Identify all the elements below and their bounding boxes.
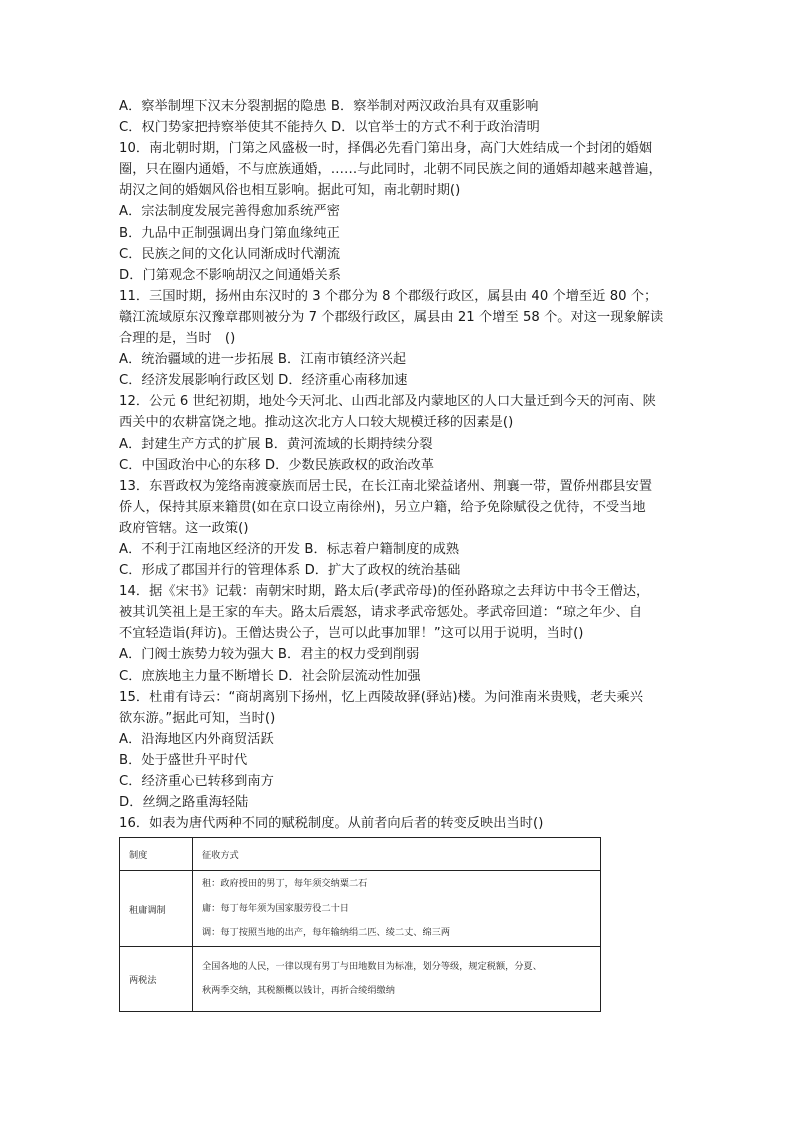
text-line: 14．据《宋书》记载：南朝宋时期，路太后(孝武帝母)的侄孙路琼之去拜访中书令王僧达， bbox=[119, 584, 650, 600]
text-line: D．丝绸之路重海轻陆 bbox=[119, 795, 249, 811]
text-line: 11．三国时期，扬州由东汉时的 3 个郡分为 8 个郡级行政区，属县由 40 个增至近 80 个； bbox=[119, 288, 658, 304]
text-line: 政府管辖。这一政策() bbox=[119, 520, 249, 536]
text-line: C．经济重心已转移到南方 bbox=[119, 774, 274, 789]
text-line: 圈，只在圈内通婚，不与庶族通婚，……与此同时，北朝不同民族之间的通婚却越来越普遍， bbox=[119, 162, 662, 178]
text-line: A．宗法制度发展完善得愈加系统严密 bbox=[119, 204, 340, 220]
text-line: 合理的是，当时 () bbox=[119, 331, 236, 347]
text-line: B．九品中正制强调出身门第血缘纯正 bbox=[119, 225, 340, 241]
method-line: 庸：每丁每年须为国家服劳役二十日 bbox=[202, 902, 349, 914]
text-line: D．门第观念不影响胡汉之间通婚关系 bbox=[119, 267, 342, 283]
text-line: 不宜轻造诣(拜访)。王僧达贵公子，岂可以此事加罪！”这可以用于说明，当时() bbox=[119, 626, 584, 642]
text-line: B．处于盛世升平时代 bbox=[119, 752, 248, 768]
text-line: A．沿海地区内外商贸活跃 bbox=[119, 731, 274, 747]
text-line: 10．南北朝时期，门第之风盛极一时，择偶必先看门第出身，高门大姓结成一个封闭的婚姻 bbox=[119, 141, 653, 157]
text-line: 欲东游。”据此可知，当时() bbox=[119, 710, 276, 726]
table-row bbox=[120, 947, 601, 1012]
text-line: 赣江流域原东汉豫章郡则被分为 7 个郡级行政区，属县由 21 个增至 58 个。对这一现象解读 bbox=[119, 309, 664, 325]
table-header-row bbox=[120, 838, 601, 871]
table-cell-system-name: 两税法 bbox=[120, 947, 193, 1012]
text-line: 13．东晋政权为笼络南渡豪族而居士民，在长江南北梁益诸州、荆襄一带，置侨州郡县安置 bbox=[119, 478, 653, 494]
text-line: C．经济发展影响行政区划 D．经济重心南移加速 bbox=[119, 373, 408, 389]
text-line: C．庶族地主力量不断增长 D．社会阶层流动性加强 bbox=[119, 668, 421, 684]
method-line: 全国各地的人民，一律以现有男丁与田地数目为标准，划分等级，规定税额，分夏、 bbox=[202, 961, 542, 973]
table-header-cell: 征收方式 bbox=[193, 838, 601, 871]
text-line: C．中国政治中心的东移 D．少数民族政权的政治改革 bbox=[119, 457, 434, 473]
table-cell-system-name: 租庸调制 bbox=[120, 871, 193, 947]
method-line: 调：每丁按照当地的出产，每年输纳绢二匹、绫二丈、绵三两 bbox=[202, 927, 451, 939]
table-header-cell: 制度 bbox=[120, 838, 193, 871]
table-cell-method bbox=[193, 947, 601, 1012]
text-line: A．封建生产方式的扩展 B．黄河流域的长期持续分裂 bbox=[119, 436, 433, 452]
text-line: 被其讥笑祖上是王家的车夫。路太后震怒，请求孝武帝惩处。孝武帝回道：“琼之年少、自 bbox=[119, 605, 643, 621]
method-line: 秋两季交纳，其税额概以钱计，再折合绫绢缴纳 bbox=[202, 985, 395, 997]
text-line: C．权门势家把持察举使其不能持久 D．以官举士的方式不利于政治清明 bbox=[119, 120, 540, 136]
table-cell-method bbox=[193, 871, 601, 947]
text-line: A．统治疆域的进一步拓展 B．江南市镇经济兴起 bbox=[119, 352, 407, 368]
text-line: A．不利于江南地区经济的开发 B．标志着户籍制度的成熟 bbox=[119, 541, 460, 557]
table-row bbox=[120, 871, 601, 947]
text-line: C．民族之间的文化认同渐成时代潮流 bbox=[119, 246, 341, 262]
text-line: 12．公元 6 世纪初期，地处今天河北、山西北部及内蒙地区的人口大量迁到今天的河南、陕 bbox=[119, 394, 656, 410]
text-line: 16．如表为唐代两种不同的赋税制度。从前者向后者的转变反映出当时() bbox=[119, 816, 544, 832]
text-line: 胡汉之间的婚姻风俗也相互影响。据此可知，南北朝时期() bbox=[119, 183, 461, 199]
text-line: 15．杜甫有诗云：“商胡离别下扬州，忆上西陵故驿(驿站)楼。为问淮南米贵贱，老夫乘兴 bbox=[119, 689, 643, 705]
method-line: 租：政府授田的男丁，每年须交纳粟二石 bbox=[202, 878, 368, 890]
text-line: A．察举制埋下汉末分裂割据的隐患 B．察举制对两汉政治具有双重影响 bbox=[119, 99, 539, 114]
exam-page bbox=[119, 96, 681, 1012]
tax-system-table bbox=[119, 837, 601, 1012]
tax-system-table-wrap bbox=[119, 837, 601, 1012]
text-line: 侨人，保持其原来籍贯(如在京口设立南徐州)，另立户籍，给予免除赋役之优待，不受当地 bbox=[119, 499, 646, 515]
text-line: 西关中的农耕富饶之地。推动这次北方人口较大规模迁移的因素是() bbox=[119, 415, 514, 431]
question-text-block bbox=[119, 96, 681, 834]
text-line: A．门阀士族势力较为强大 B．君主的权力受到削弱 bbox=[119, 647, 420, 663]
text-line: C．形成了郡国并行的管理体系 D．扩大了政权的统治基础 bbox=[119, 563, 461, 579]
